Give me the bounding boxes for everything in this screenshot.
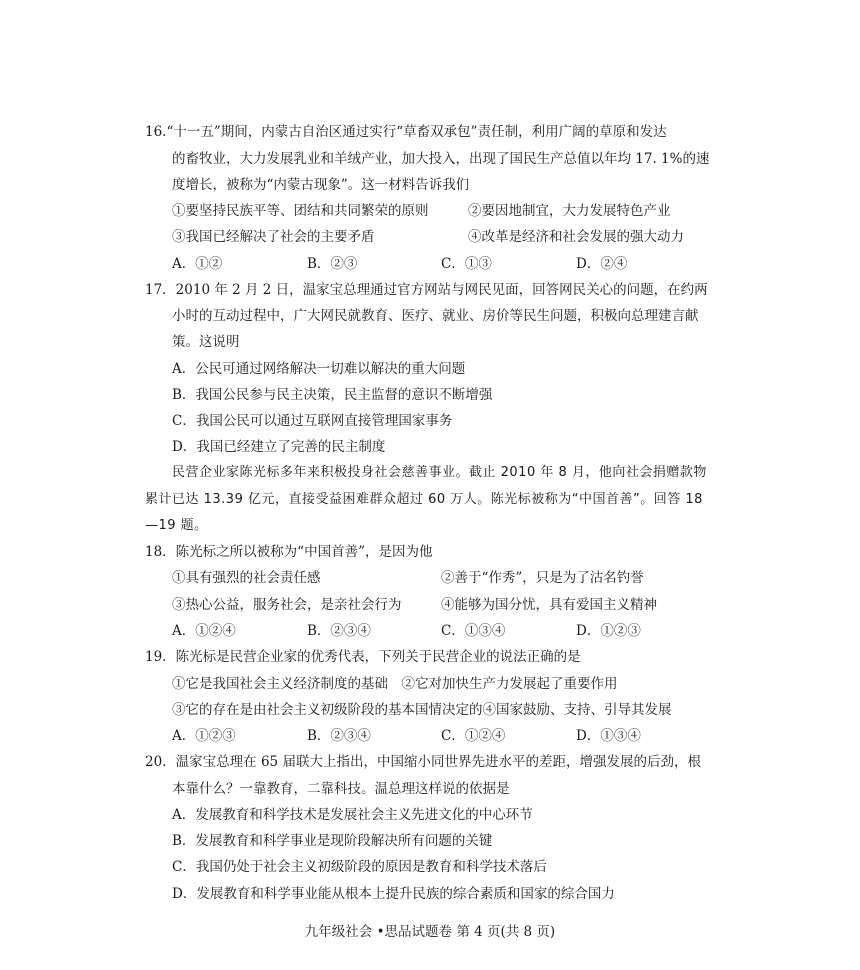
q16-stem-line-3: 度增长，被称为“内蒙古现象”。这一材料告诉我们	[172, 177, 470, 193]
q20-choice-d[interactable]: D．发展教育和科学事业能从根本上提升民族的综合素质和国家的综合国力	[172, 886, 615, 902]
q17-stem-line-1: 17．2010 年 2 月 2 日，温家宝总理通过官方网站与网民见面，回答网民关心的问题，在约两	[145, 282, 708, 298]
q19-choice-d[interactable]: D．①③④	[576, 728, 641, 744]
q20-choice-c[interactable]: C．我国仍处于社会主义初级阶段的原因是教育和科学技术落后	[172, 859, 547, 875]
passage-line-1: 民营企业家陈光标多年来积极投身社会慈善事业。截止 2010 年 8 月，他向社会捐赠款物	[172, 465, 707, 480]
q16-choice-c[interactable]: C．①③	[441, 256, 492, 272]
q17-choice-c[interactable]: C．我国公民可以通过互联网直接管理国家事务	[172, 413, 453, 429]
q18-statement-1: ①具有强烈的社会责任感	[172, 570, 321, 586]
q19-choice-c[interactable]: C．①②④	[441, 728, 506, 744]
q18-choice-c[interactable]: C．①③④	[441, 623, 506, 639]
q17-choice-d[interactable]: D．我国已经建立了完善的民主制度	[172, 439, 386, 455]
q17-stem-line-3: 策。这说明	[172, 334, 240, 350]
q18-choice-b[interactable]: B．②③④	[307, 623, 371, 639]
q19-choice-a[interactable]: A．①②③	[172, 728, 236, 744]
q16-stem-line-2: 的畜牧业，大力发展乳业和羊绒产业，加大投入，出现了国民生产总值以年均 17. 1%的速	[172, 151, 710, 167]
q18-statement-2: ②善于“作秀”，只是为了沽名钓誉	[441, 570, 644, 586]
q16-choice-d[interactable]: D．②④	[576, 256, 628, 272]
q19-statements-3-4: ③它的存在是由社会主义初级阶段的基本国情决定的④国家鼓励、支持、引导其发展	[172, 702, 672, 718]
q17-choice-a[interactable]: A．公民可通过网络解决一切难以解决的重大问题	[172, 361, 466, 377]
q19-stem-line-1: 19．陈光标是民营企业家的优秀代表，下列关于民营企业的说法正确的是	[145, 649, 581, 665]
q16-statement-2: ②要因地制宜，大力发展特色产业	[468, 203, 671, 219]
q18-stem-line-1: 18．陈光标之所以被称为“中国首善”，是因为他	[145, 544, 433, 560]
q16-statement-1: ①要坚持民族平等、团结和共同繁荣的原则	[172, 203, 429, 219]
q18-choice-d[interactable]: D．①②③	[576, 623, 641, 639]
q16-statement-4: ④改革是经济和社会发展的强大动力	[468, 229, 684, 245]
q19-statements-1-2: ①它是我国社会主义经济制度的基础 ②它对加快生产力发展起了重要作用	[172, 676, 618, 692]
passage-line-3: —19 题。	[145, 518, 208, 533]
q16-stem-line-1: 16.“十一五”期间，内蒙古自治区通过实行“草畜双承包”责任制，利用广阔的草原和发达	[145, 124, 667, 140]
q20-stem-line-1: 20．温家宝总理在 65 届联大上指出，中国缩小同世界先进水平的差距，增强发展的后劲，根	[145, 754, 701, 770]
passage-line-2: 累计已达 13.39 亿元，直接受益困难群众超过 60 万人。陈光标被称为“中国首善”。回答 18	[145, 492, 703, 507]
q20-choice-a[interactable]: A．发展教育和科学技术是发展社会主义先进文化的中心环节	[172, 807, 533, 823]
q17-stem-line-2: 小时的互动过程中，广大网民就教育、医疗、就业、房价等民生问题，积极向总理建言献	[172, 308, 699, 324]
q16-statement-3: ③我国已经解决了社会的主要矛盾	[172, 229, 375, 245]
q19-choice-b[interactable]: B．②③④	[307, 728, 371, 744]
page-footer: 九年级社会 •思品试题卷 第 4 页(共 8 页)	[304, 924, 556, 940]
q18-statement-3: ③热心公益，服务社会，是亲社会行为	[172, 597, 402, 613]
q18-choice-a[interactable]: A．①②④	[172, 623, 236, 639]
q16-choice-b[interactable]: B．②③	[307, 256, 358, 272]
q17-choice-b[interactable]: B．我国公民参与民主决策，民主监督的意识不断增强	[172, 387, 493, 403]
q18-statement-4: ④能够为国分忧，具有爱国主义精神	[441, 597, 657, 613]
q16-choice-a[interactable]: A．①②	[172, 256, 223, 272]
q20-choice-b[interactable]: B．发展教育和科学事业是现阶段解决所有问题的关键	[172, 833, 493, 849]
q20-stem-line-2: 本靠什么？一靠教育，二靠科技。温总理这样说的依据是	[172, 781, 510, 797]
